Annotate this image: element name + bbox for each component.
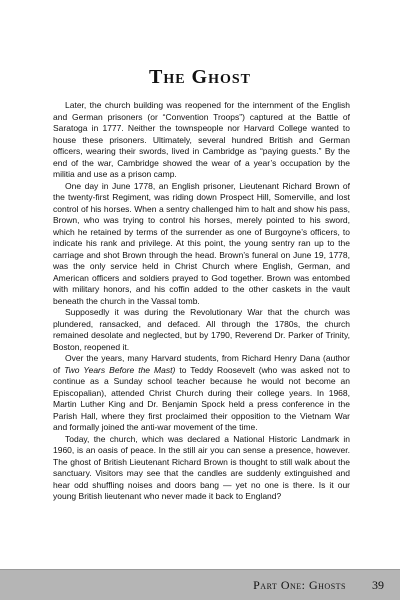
paragraph [53,353,350,434]
paragraph [53,181,350,308]
paragraph [53,100,350,181]
paragraph [53,307,350,353]
paragraph-text: Today, the church, which was declared a National Historic Landmark in 1960, is an oasis of peace. In the still air you can sense a presence, however. The ghost of British Lieutenant Richard Brown is thought to still walk about the sanctuary. Visitors may see that the candles are suddenly extinguished and hear odd shuffling noises and doors bang — yet no one is there. Is it our young British lieutenant who never made it back to England? [53,433,350,501]
paragraph-text: Over the years, many Harvard students, from Richard Henry Dana (author of [53,353,350,375]
paragraph-text: Later, the church building was reopened for the internment of the English and German prisoners (or “Convention Troops”) captured at the Battle of Saratoga in 1777. Neither the townspeople nor Harvard College wanted to house these prisoners. Ultimately, several hundred British and German officers, wearing their swords, lived in Cambridge as “paying guests.” By the end of the war, Cambridge showed the wear of a year’s occupation by the militia and use as a prison camp. [53,100,350,179]
footer-band [0,569,400,600]
chapter-heading: The Ghost [148,66,252,88]
body-text [53,100,350,503]
paragraph [53,434,350,503]
paragraph-text: One day in June 1778, an English prisoner, Lieutenant Richard Brown of the twenty-first Regiment, was riding down Prospect Hill, Somerville, and lost control of his horses. When a sentry challenged him to halt and show his pass, Brown, who was trying to control his horses, merely pointed to his sword, which he retained by terms of the surrender as one of Burgoyne’s officers, to indicate his rank and privilege. At this point, the young sentry ran up to the carriage and shot Brown through the head. Brown’s funeral on June 19, 1778, was the only service held in Christ Church where English, German, and American officers and soldiers prayed to God together. Brown was entombed with military honors, and his coffin added to the other caskets in the vault beneath the church in the Vassal tomb. [53,180,350,306]
running-footer-section: Part One: Ghosts [253,578,346,592]
paragraph-text: Supposedly it was during the Revolutionary War that the church was plundered, ransacked, and defaced. All through the 1780s, the church remained desolate and neglected, but by 1790, Reverend Dr. Parker of Trinity, Boston, reopened it. [53,307,350,352]
paragraph-text: to Teddy Roosevelt (who was asked not to continue as a Sunday school teacher because he would not become an Episcopalian), attended Christ Church during their college years. In 1968, Martin Luther King and Dr. Benjamin Spock held a press conference in the Parish Hall, where they first proclaimed their opposition to the Vietnam War and formally joined the anti-war movement of the time. [53,364,350,432]
page-number: 39 [372,578,384,592]
book-title-italic: Two Years Before the Mast) [64,364,176,375]
